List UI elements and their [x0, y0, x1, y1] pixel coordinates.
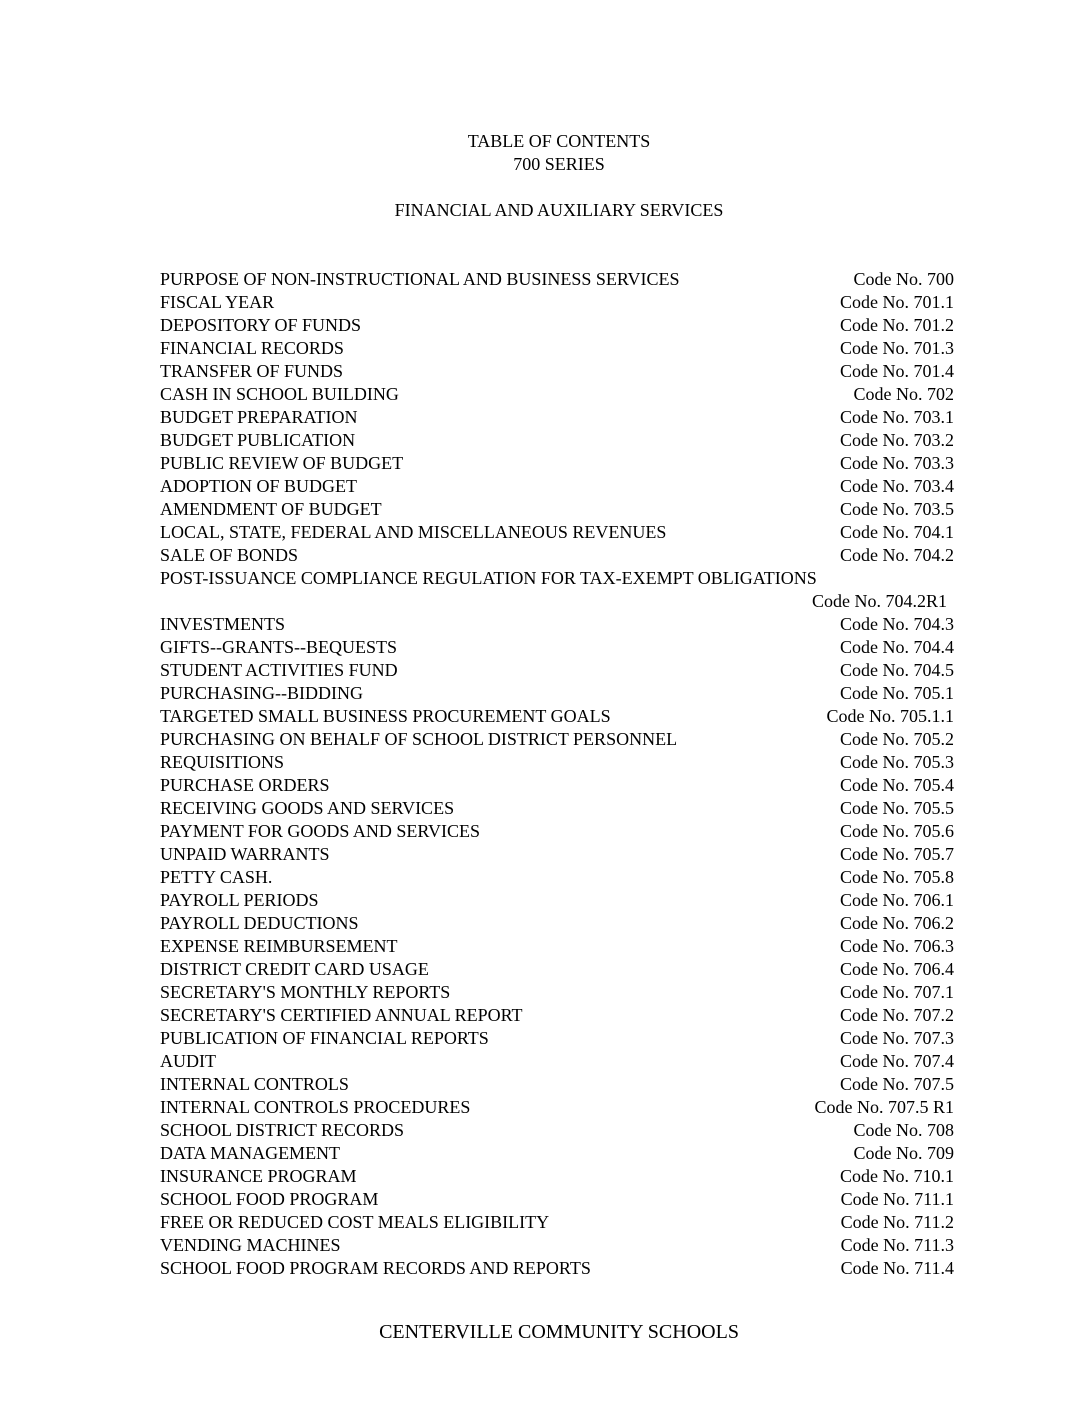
toc-entry-code: Code No. 706.1	[840, 890, 954, 910]
toc-entry-title: DATA MANAGEMENT	[160, 1143, 341, 1163]
toc-entry-title: INTERNAL CONTROLS PROCEDURES	[160, 1097, 471, 1117]
toc-entry	[160, 659, 954, 682]
toc-entry-title: LOCAL, STATE, FEDERAL AND MISCELLANEOUS REVENUES	[160, 522, 667, 542]
toc-entry-code: Code No. 707.5	[840, 1074, 954, 1094]
toc-entry-code: Code No. 703.2	[840, 430, 954, 450]
toc-entry-title: SCHOOL FOOD PROGRAM RECORDS AND REPORTS	[160, 1258, 591, 1278]
toc-entry	[160, 1119, 954, 1142]
toc-entry-code: Code No. 703.4	[840, 476, 954, 496]
toc-entry-title: SECRETARY'S MONTHLY REPORTS	[160, 982, 451, 1002]
toc-entry	[160, 682, 954, 705]
toc-entry	[160, 429, 954, 452]
toc-entry	[160, 1142, 954, 1165]
toc-entry-title: BUDGET PUBLICATION	[160, 430, 356, 450]
toc-entry-title: DEPOSITORY OF FUNDS	[160, 315, 362, 335]
toc-entry-code: Code No. 709	[853, 1143, 954, 1163]
toc-entry-code: Code No. 705.5	[840, 798, 954, 818]
toc-entry-title: PAYROLL PERIODS	[160, 890, 319, 910]
toc-entry-title: DISTRICT CREDIT CARD USAGE	[160, 959, 429, 979]
toc-entry-code: Code No. 705.8	[840, 867, 954, 887]
toc-entry-code: Code No. 704.4	[840, 637, 954, 657]
toc-entry	[160, 544, 954, 567]
toc-entry	[160, 1073, 954, 1096]
toc-entry-title: PURCHASING--BIDDING	[160, 683, 364, 703]
toc-entry	[160, 1234, 954, 1257]
toc-entry-code: Code No. 706.3	[840, 936, 954, 956]
toc-entry-code: Code No. 703.5	[840, 499, 954, 519]
toc-entry	[160, 843, 954, 866]
toc-entry	[160, 705, 954, 728]
toc-entry-code: Code No. 710.1	[840, 1166, 954, 1186]
toc-entry-title: PURCHASING ON BEHALF OF SCHOOL DISTRICT PERSONNEL	[160, 729, 678, 749]
toc-entry-title: PURCHASE ORDERS	[160, 775, 330, 795]
toc-entry-code: Code No. 706.2	[840, 913, 954, 933]
toc-entry	[160, 360, 954, 383]
toc-entry	[160, 912, 954, 935]
toc-entry	[160, 291, 954, 314]
toc-entry-title: PURPOSE OF NON-INSTRUCTIONAL AND BUSINESS SERVICES	[160, 269, 680, 289]
toc-entry-title: TARGETED SMALL BUSINESS PROCUREMENT GOALS	[160, 706, 611, 726]
toc-entry	[160, 1027, 954, 1050]
section-title: FINANCIAL AND AUXILIARY SERVICES	[394, 200, 724, 220]
toc-entry-code: Code No. 707.4	[840, 1051, 954, 1071]
toc-entry-title: SCHOOL FOOD PROGRAM	[160, 1189, 379, 1209]
toc-entry-title: UNPAID WARRANTS	[160, 844, 330, 864]
toc-entry	[160, 383, 954, 406]
toc-entry-code: Code No. 705.7	[840, 844, 954, 864]
toc-entry-title: CASH IN SCHOOL BUILDING	[160, 384, 399, 404]
toc-entry-code: Code No. 703.1	[840, 407, 954, 427]
toc-entry-code: Code No. 705.2	[840, 729, 954, 749]
toc-entry-code: Code No. 704.5	[840, 660, 954, 680]
toc-entry	[160, 475, 954, 498]
toc-entry	[160, 1211, 954, 1234]
toc-entry	[160, 958, 954, 981]
toc-entry-code: Code No. 711.3	[840, 1235, 954, 1255]
toc-entry-code: Code No. 701.4	[840, 361, 954, 381]
toc-entry-title: PETTY CASH.	[160, 867, 273, 887]
toc-entry-title: FINANCIAL RECORDS	[160, 338, 344, 358]
toc-entry-code: Code No. 705.4	[840, 775, 954, 795]
toc-entry	[160, 452, 954, 475]
toc-entry-code: Code No. 703.3	[840, 453, 954, 473]
toc-entry	[160, 337, 954, 360]
toc-entry-title: PAYMENT FOR GOODS AND SERVICES	[160, 821, 480, 841]
toc-entry	[160, 1188, 954, 1211]
toc-entry-code: Code No. 711.1	[840, 1189, 954, 1209]
toc-entry-title: INTERNAL CONTROLS	[160, 1074, 349, 1094]
toc-entry	[160, 406, 954, 429]
series-title: 700 SERIES	[513, 154, 605, 174]
toc-entry-code: Code No. 700	[853, 269, 954, 289]
toc-entry	[160, 268, 954, 291]
toc-entry-code: Code No. 701.2	[840, 315, 954, 335]
toc-entry-code: Code No. 705.6	[840, 821, 954, 841]
toc-entry-code: Code No. 708	[853, 1120, 954, 1140]
toc-entry-title: POST-ISSUANCE COMPLIANCE REGULATION FOR TAX-EXEMPT OBLIGATIONS	[160, 568, 817, 588]
toc-entry-code: Code No. 705.1	[840, 683, 954, 703]
organization-footer: CENTERVILLE COMMUNITY SCHOOLS	[379, 1321, 739, 1343]
toc-entry-code: Code No. 701.3	[840, 338, 954, 358]
toc-entry	[160, 636, 954, 659]
toc-entry-code: Code No. 707.5 R1	[814, 1097, 954, 1117]
toc-entry-code: Code No. 711.2	[840, 1212, 954, 1232]
toc-entry	[160, 728, 954, 751]
toc-entry	[160, 774, 954, 797]
toc-entry	[160, 1004, 954, 1027]
toc-entry-title: STUDENT ACTIVITIES FUND	[160, 660, 398, 680]
toc-entry	[160, 314, 954, 337]
toc-entry	[160, 498, 954, 521]
toc-entry-title: PUBLIC REVIEW OF BUDGET	[160, 453, 404, 473]
toc-entry-title: GIFTS--GRANTS--BEQUESTS	[160, 637, 398, 657]
toc-entry-title: INSURANCE PROGRAM	[160, 1166, 357, 1186]
toc-entry	[160, 751, 954, 774]
toc-entry	[160, 797, 954, 820]
toc-entry	[160, 981, 954, 1004]
toc-entry-code: Code No. 711.4	[840, 1258, 954, 1278]
toc-entry-code: Code No. 705.3	[840, 752, 954, 772]
toc-entry-code: Code No. 707.2	[840, 1005, 954, 1025]
toc-entry	[160, 1096, 954, 1119]
toc-entry-title: VENDING MACHINES	[160, 1235, 341, 1255]
toc-entry	[160, 567, 954, 613]
toc-entry	[160, 935, 954, 958]
toc-entry-title: BUDGET PREPARATION	[160, 407, 358, 427]
toc-entry	[160, 521, 954, 544]
toc-entry-title: SALE OF BONDS	[160, 545, 299, 565]
toc-entry-code: Code No. 704.2R1	[812, 591, 947, 611]
toc-entry-code: Code No. 704.2	[840, 545, 954, 565]
toc-entry	[160, 1257, 954, 1280]
toc-title: TABLE OF CONTENTS	[467, 131, 651, 151]
toc-entry	[160, 1165, 954, 1188]
toc-entry	[160, 1050, 954, 1073]
toc-entry-title: PAYROLL DEDUCTIONS	[160, 913, 359, 933]
toc-entry-title: AUDIT	[160, 1051, 216, 1071]
toc-entry-code: Code No. 705.1.1	[826, 706, 954, 726]
toc-entry-code: Code No. 707.1	[840, 982, 954, 1002]
toc-entry-code: Code No. 704.1	[840, 522, 954, 542]
toc-entry-code: Code No. 704.3	[840, 614, 954, 634]
toc-entry-title: REQUISITIONS	[160, 752, 284, 772]
toc-entry-code: Code No. 701.1	[840, 292, 954, 312]
toc-entry-title: RECEIVING GOODS AND SERVICES	[160, 798, 455, 818]
toc-entry-title: EXPENSE REIMBURSEMENT	[160, 936, 398, 956]
toc-entry-title: ADOPTION OF BUDGET	[160, 476, 357, 496]
toc-entry	[160, 820, 954, 843]
toc-entry-title: FISCAL YEAR	[160, 292, 275, 312]
toc-entry-title: SCHOOL DISTRICT RECORDS	[160, 1120, 405, 1140]
toc-entry	[160, 889, 954, 912]
toc-entry-title: AMENDMENT OF BUDGET	[160, 499, 382, 519]
toc-entry-title: FREE OR REDUCED COST MEALS ELIGIBILITY	[160, 1212, 550, 1232]
toc-entry-title: INVESTMENTS	[160, 614, 285, 634]
toc-entry-title: TRANSFER OF FUNDS	[160, 361, 344, 381]
toc-entry-code: Code No. 707.3	[840, 1028, 954, 1048]
toc-entry-title: SECRETARY'S CERTIFIED ANNUAL REPORT	[160, 1005, 523, 1025]
toc-list	[160, 268, 954, 1280]
toc-entry-code: Code No. 702	[853, 384, 954, 404]
toc-entry	[160, 613, 954, 636]
toc-entry-title: PUBLICATION OF FINANCIAL REPORTS	[160, 1028, 489, 1048]
toc-entry-code: Code No. 706.4	[840, 959, 954, 979]
toc-entry	[160, 866, 954, 889]
